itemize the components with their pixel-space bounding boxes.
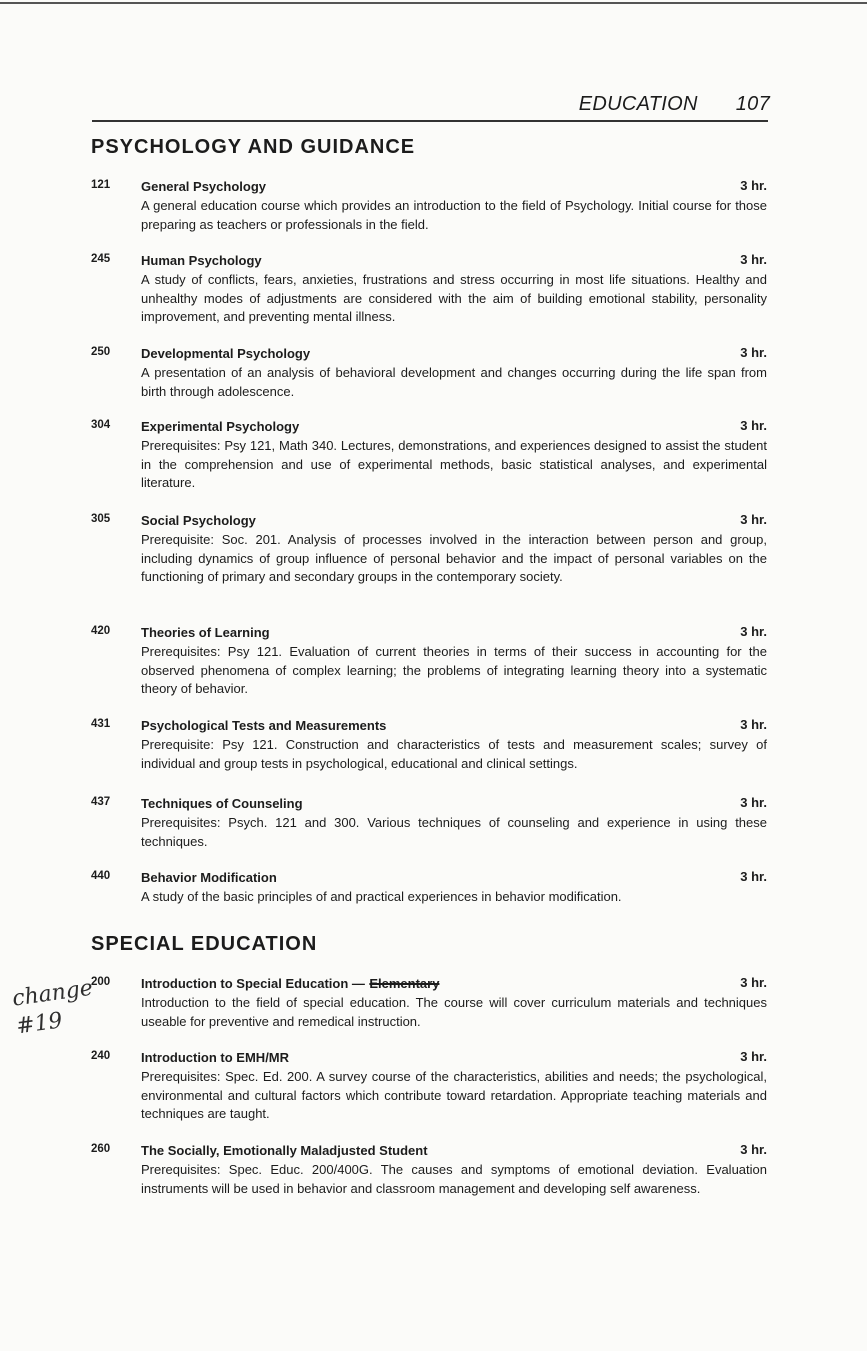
course-title: Introduction to EMH/MR <box>141 1050 290 1065</box>
handwritten-note-line: change <box>10 975 95 1012</box>
course-number: 250 <box>91 346 111 358</box>
course-title: Introduction to Special Education — <box>141 976 365 991</box>
course-hours: 3 hr. <box>740 345 767 360</box>
course-description: Prerequisites: Psych. 121 and 300. Various techniques of counseling and experience in using these techniques. <box>141 815 767 849</box>
course-hours: 3 hr. <box>740 1142 767 1157</box>
course-description: Prerequisite: Soc. 201. Analysis of processes involved in the interaction between person and group, including dynamics of group influence of personal behavior and the impact of personal variables on the functioning of primary and secondary groups in the contemporary society. <box>141 532 767 585</box>
course-description: A study of the basic principles of and practical experiences in behavior modification. <box>141 889 622 904</box>
course-title: Behavior Modification <box>141 870 277 885</box>
course-number: 305 <box>91 513 111 525</box>
course-description: A general education course which provides an introduction to the field of Psychology. Initial course for those preparing as teachers or professionals in the field. <box>141 198 767 232</box>
handwritten-note-line: #19 <box>14 1008 65 1040</box>
course-number: 437 <box>91 796 111 808</box>
course-description: A presentation of an analysis of behavioral development and changes occurring during the life span from birth through adolescence. <box>141 365 767 399</box>
course-title: Social Psychology <box>141 513 256 528</box>
course-number: 260 <box>91 1143 111 1155</box>
course-entry <box>91 975 767 1031</box>
course-description: Introduction to the field of special education. The course will cover curriculum materials and techniques useable for preventive and remedical instruction. <box>141 995 767 1029</box>
course-entry <box>91 345 767 401</box>
course-hours: 3 hr. <box>740 624 767 639</box>
course-hours: 3 hr. <box>740 178 767 193</box>
course-hours: 3 hr. <box>740 512 767 527</box>
course-title: Techniques of Counseling <box>141 796 303 811</box>
course-hours: 3 hr. <box>740 975 767 990</box>
course-description: Prerequisites: Psy 121, Math 340. Lectures, demonstrations, and experiences designed to assist the student in the comprehension and use of experimental methods, basic statistical analyses, and experimental literature. <box>141 438 767 491</box>
course-number: 200 <box>91 976 111 988</box>
course-description: Prerequisites: Spec. Educ. 200/400G. The causes and symptoms of emotional deviation. Evaluation instruments will be used in behavior and classroom management and developing self awareness. <box>141 1162 767 1196</box>
top-edge-rule <box>0 2 867 4</box>
course-entry <box>91 1142 767 1198</box>
course-entry <box>91 869 767 907</box>
course-number: 440 <box>91 870 111 882</box>
course-description: A study of conflicts, fears, anxieties, frustrations and stress occurring in most life situations. Healthy and unhealthy modes of adjustments are considered with the aim of building emotional stability, personality improvement, and preventing mental illness. <box>141 272 767 325</box>
struck-out-text: Elementary <box>369 976 440 991</box>
header-rule <box>92 120 768 122</box>
course-entry <box>91 624 767 699</box>
course-title: Developmental Psychology <box>141 346 311 361</box>
course-entry <box>91 512 767 587</box>
course-description: Prerequisite: Psy 121. Construction and characteristics of tests and measurement scales; survey of individual and group tests in psychological, educational and clinical settings. <box>141 737 767 771</box>
course-number: 121 <box>91 179 111 191</box>
course-title: General Psychology <box>141 179 266 194</box>
course-entry <box>91 252 767 327</box>
course-number: 304 <box>91 419 111 431</box>
section-title-special-education: SPECIAL EDUCATION <box>91 933 318 955</box>
course-hours: 3 hr. <box>740 252 767 267</box>
course-description: Prerequisites: Spec. Ed. 200. A survey course of the characteristics, abilities and needs; the psychological, environmental and cultural factors which contribute toward retardation. Appropriate teaching materials and techniques are taught. <box>141 1069 767 1122</box>
page-number: 107 <box>735 93 770 115</box>
course-number: 420 <box>91 625 111 637</box>
section-title-psychology: PSYCHOLOGY AND GUIDANCE <box>91 136 416 158</box>
course-number: 240 <box>91 1050 111 1062</box>
course-entry <box>91 1049 767 1124</box>
course-description: Prerequisites: Psy 121. Evaluation of current theories in terms of their success in accounting for the observed phenomena of complex learning; the problems of integrating learning theory into a systematic theory of behavior. <box>141 644 767 697</box>
running-title: EDUCATION <box>578 93 698 115</box>
course-hours: 3 hr. <box>740 869 767 884</box>
course-number: 245 <box>91 253 111 265</box>
course-hours: 3 hr. <box>740 1049 767 1064</box>
course-entry <box>91 795 767 851</box>
course-title: Theories of Learning <box>141 625 270 640</box>
course-hours: 3 hr. <box>740 418 767 433</box>
course-title: Experimental Psychology <box>141 419 300 434</box>
course-title: Human Psychology <box>141 253 262 268</box>
course-number: 431 <box>91 718 111 730</box>
course-hours: 3 hr. <box>740 717 767 732</box>
course-hours: 3 hr. <box>740 795 767 810</box>
course-entry <box>91 178 767 234</box>
course-title: Psychological Tests and Measurements <box>141 718 387 733</box>
course-title: The Socially, Emotionally Maladjusted Student <box>141 1143 428 1158</box>
course-entry <box>91 717 767 773</box>
course-entry <box>91 418 767 493</box>
running-header <box>520 93 770 116</box>
